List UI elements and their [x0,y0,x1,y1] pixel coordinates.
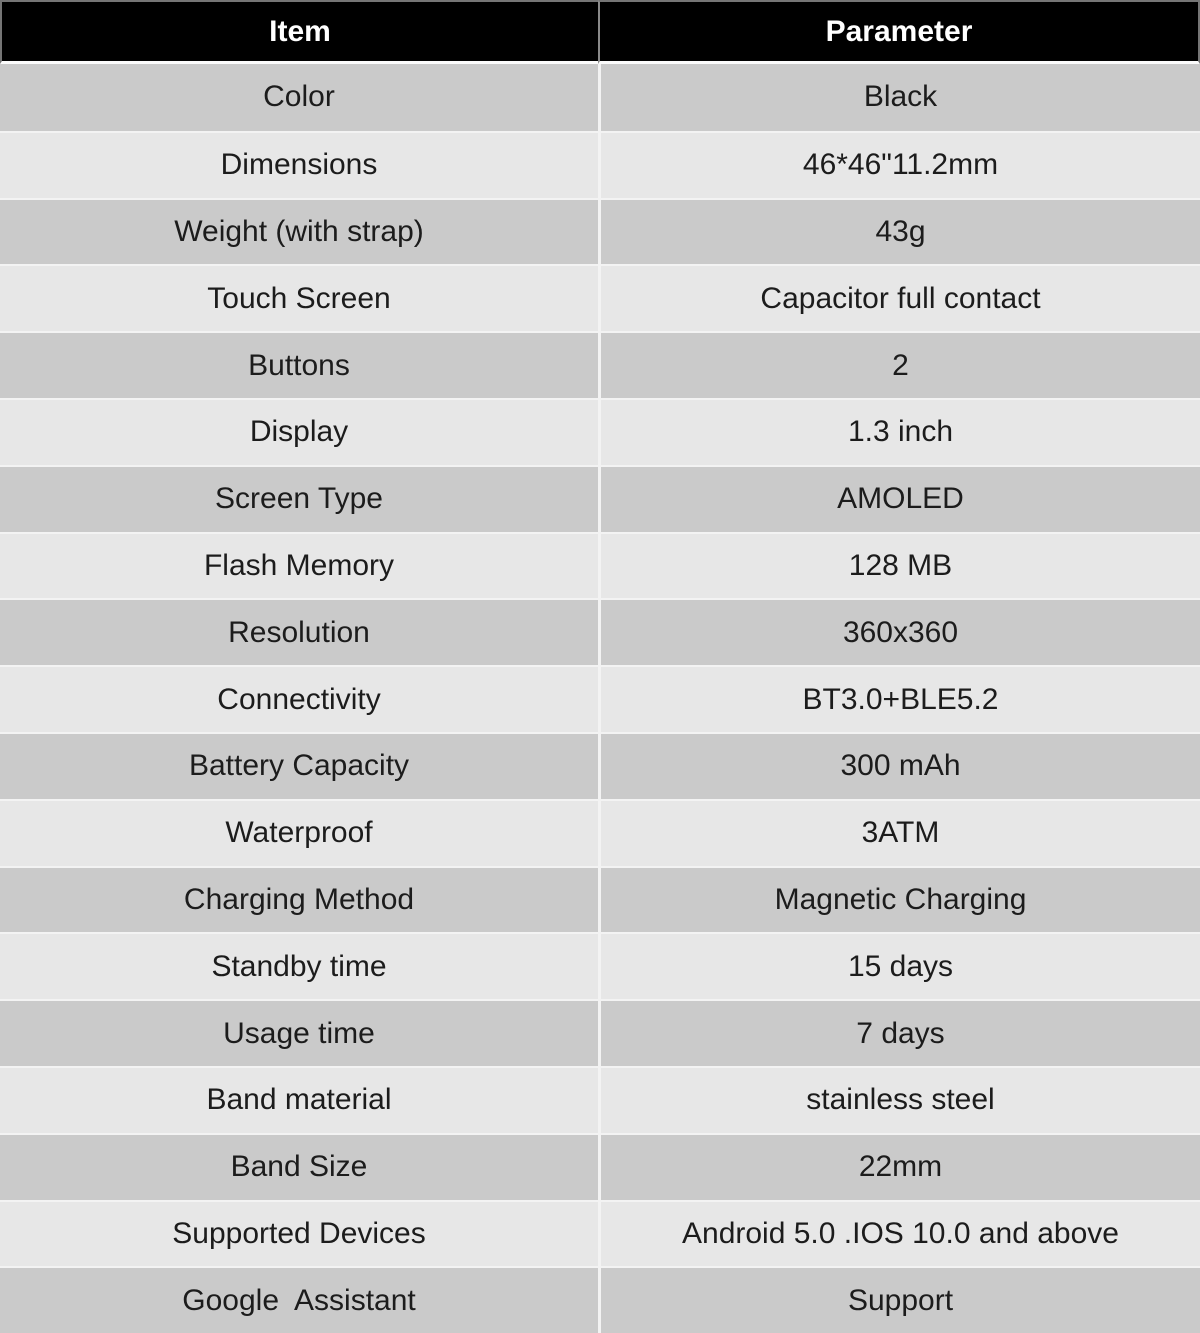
table-row-standby-time [0,932,1200,999]
table-row-buttons [0,331,1200,398]
spec-item-label: Screen Type [0,465,598,532]
spec-value: 360x360 [598,598,1200,665]
table-row-band-size [0,1133,1200,1200]
spec-value: 300 mAh [598,732,1200,799]
spec-item-label: Weight (with strap) [0,198,598,265]
table-row-connectivity [0,665,1200,732]
table-row-color [0,64,1200,131]
spec-value: 3ATM [598,799,1200,866]
spec-value: Android 5.0 .IOS 10.0 and above [598,1200,1200,1267]
table-row-display [0,398,1200,465]
table-row-supported-devices [0,1200,1200,1267]
table-row-weight [0,198,1200,265]
table-row-resolution [0,598,1200,665]
table-row-band-material [0,1066,1200,1133]
spec-value: stainless steel [598,1066,1200,1133]
table-row-charging-method [0,866,1200,933]
spec-item-label: Charging Method [0,866,598,933]
table-row-waterproof [0,799,1200,866]
spec-value: 2 [598,331,1200,398]
spec-item-label: Connectivity [0,665,598,732]
spec-value: 7 days [598,999,1200,1066]
spec-item-label: Supported Devices [0,1200,598,1267]
table-row-dimensions [0,131,1200,198]
table-row-google-assistant [0,1266,1200,1333]
table-row-flash-memory [0,532,1200,599]
spec-item-label: Touch Screen [0,264,598,331]
spec-value: BT3.0+BLE5.2 [598,665,1200,732]
spec-value: 22mm [598,1133,1200,1200]
spec-value: Support [598,1266,1200,1333]
spec-item-label: Color [0,64,598,131]
spec-item-label: Resolution [0,598,598,665]
spec-value: Capacitor full contact [598,264,1200,331]
spec-item-label: Band Size [0,1133,598,1200]
spec-item-label: Flash Memory [0,532,598,599]
spec-value: Black [598,64,1200,131]
spec-item-label: Usage time [0,999,598,1066]
spec-item-label: Battery Capacity [0,732,598,799]
spec-value: 43g [598,198,1200,265]
column-header-parameter: Parameter [598,0,1200,64]
spec-item-label: Waterproof [0,799,598,866]
table-row-touch-screen [0,264,1200,331]
spec-value: 128 MB [598,532,1200,599]
spec-item-label: Google Assistant [0,1266,598,1333]
table-row-battery-capacity [0,732,1200,799]
spec-item-label: Band material [0,1066,598,1133]
table-row-usage-time [0,999,1200,1066]
spec-value: 46*46"11.2mm [598,131,1200,198]
spec-value: 15 days [598,932,1200,999]
spec-value: 1.3 inch [598,398,1200,465]
column-header-item: Item [0,0,598,64]
header-row [0,0,1200,64]
table-row-screen-type [0,465,1200,532]
spec-item-label: Buttons [0,331,598,398]
spec-value: AMOLED [598,465,1200,532]
spec-item-label: Standby time [0,932,598,999]
spec-value: Magnetic Charging [598,866,1200,933]
spec-item-label: Dimensions [0,131,598,198]
spec-item-label: Display [0,398,598,465]
